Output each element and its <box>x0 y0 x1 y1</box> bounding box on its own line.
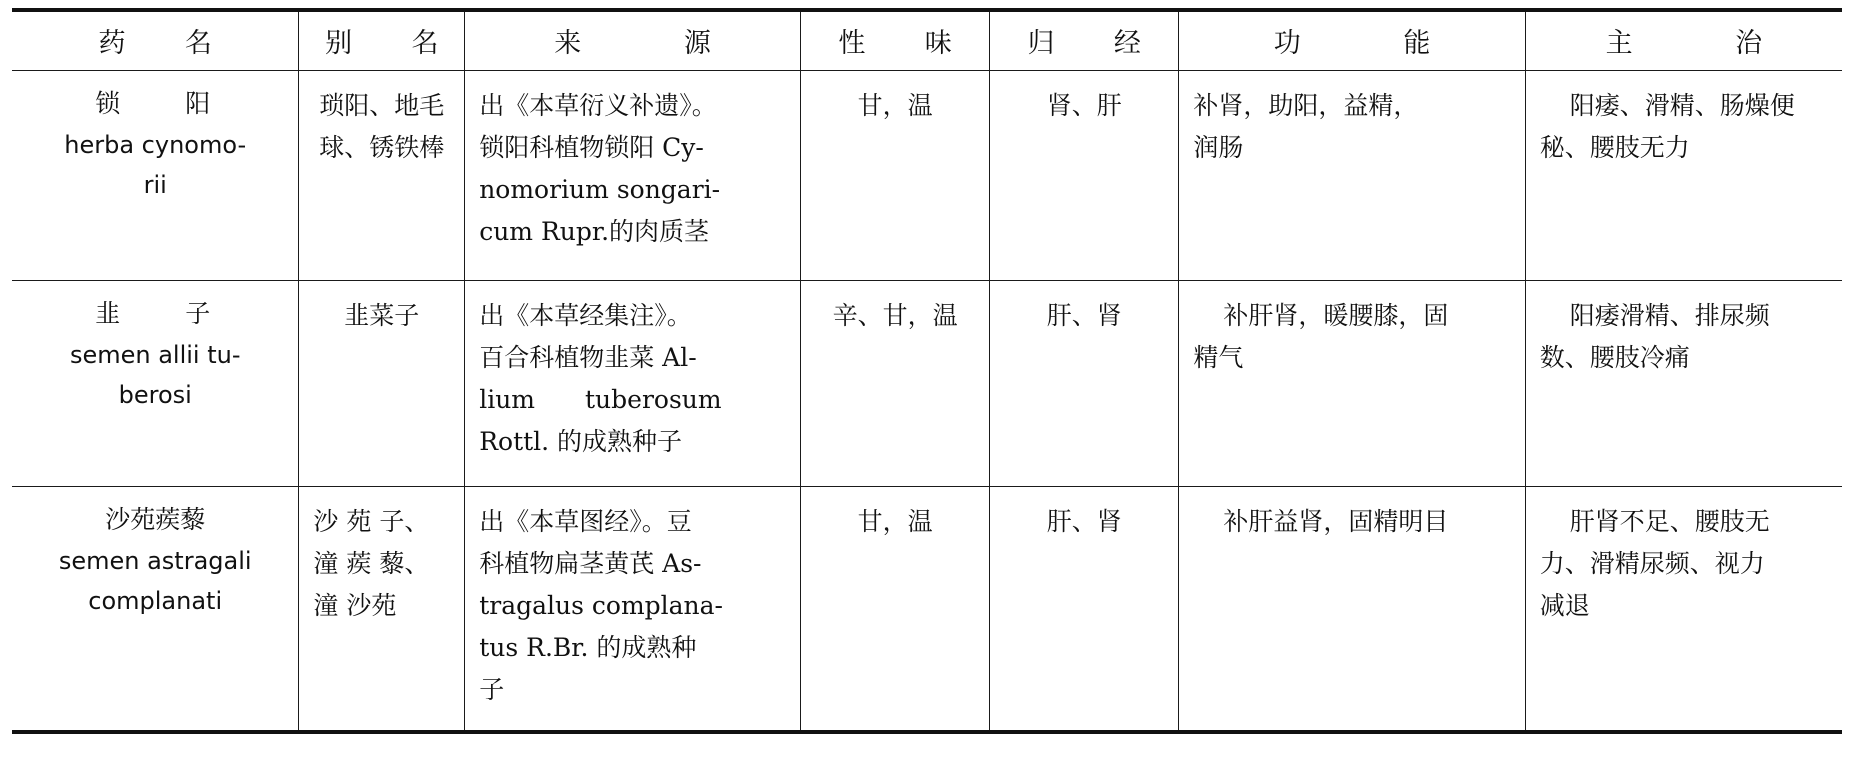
cell-name <box>12 70 299 280</box>
cell-nature: 辛、甘，温 <box>801 280 990 486</box>
table-row <box>12 70 1842 280</box>
cell-meridian: 肝、肾 <box>990 280 1179 486</box>
cell-meridian: 肾、肝 <box>990 70 1179 280</box>
cell-nature: 甘，温 <box>801 486 990 732</box>
header-row <box>12 10 1842 70</box>
header-source: 来 源 <box>465 10 801 70</box>
cell-function: 补肾，助阳，益精， 润肠 <box>1179 70 1525 280</box>
header-alias: 别 名 <box>299 10 465 70</box>
header-nature: 性 味 <box>801 10 990 70</box>
cell-source: 出《本草经集注》。 百合科植物韭菜 Al- lium tuberosum Rottl. 的成熟种子 <box>465 280 801 486</box>
herb-table <box>12 8 1842 734</box>
cell-name <box>12 280 299 486</box>
cell-name <box>12 486 299 732</box>
cell-indication: 阳痿、滑精、肠燥便 秘、腰肢无力 <box>1525 70 1842 280</box>
table-row <box>12 486 1842 732</box>
cell-indication: 阳痿滑精、排尿频 数、腰肢冷痛 <box>1525 280 1842 486</box>
herb-name-latin: herba cynomo- rii <box>64 130 247 199</box>
cell-indication: 肝肾不足、腰肢无 力、滑精尿频、视力 减退 <box>1525 486 1842 732</box>
table-row <box>12 280 1842 486</box>
herb-name-latin: semen astragali complanati <box>58 546 252 615</box>
herb-name-chinese: 沙苑蒺藜 <box>105 504 206 534</box>
header-indication: 主 治 <box>1525 10 1842 70</box>
cell-source: 出《本草衍义补遗》。 锁阳科植物锁阳 Cy- nomorium songari- cum Rupr.的肉质茎 <box>465 70 801 280</box>
header-function: 功 能 <box>1179 10 1525 70</box>
herb-name-chinese: 韭 子 <box>95 298 216 328</box>
cell-alias: 韭菜子 <box>299 280 465 486</box>
cell-meridian: 肝、肾 <box>990 486 1179 732</box>
cell-function: 补肝肾，暖腰膝，固 精气 <box>1179 280 1525 486</box>
header-name: 药 名 <box>12 10 299 70</box>
cell-alias: 琐阳、地毛 球、锈铁棒 <box>299 70 465 280</box>
cell-function: 补肝益肾，固精明目 <box>1179 486 1525 732</box>
cell-alias: 沙 苑 子、 潼 蒺 藜、 潼 沙苑 <box>299 486 465 732</box>
header-meridian: 归 经 <box>990 10 1179 70</box>
cell-source: 出《本草图经》。豆 科植物扁茎黄芪 As- tragalus complana- tus R.Br. 的成熟种 子 <box>465 486 801 732</box>
cell-nature: 甘，温 <box>801 70 990 280</box>
herb-name-latin: semen allii tu- berosi <box>69 340 241 409</box>
herb-name-chinese: 锁 阳 <box>95 88 216 118</box>
